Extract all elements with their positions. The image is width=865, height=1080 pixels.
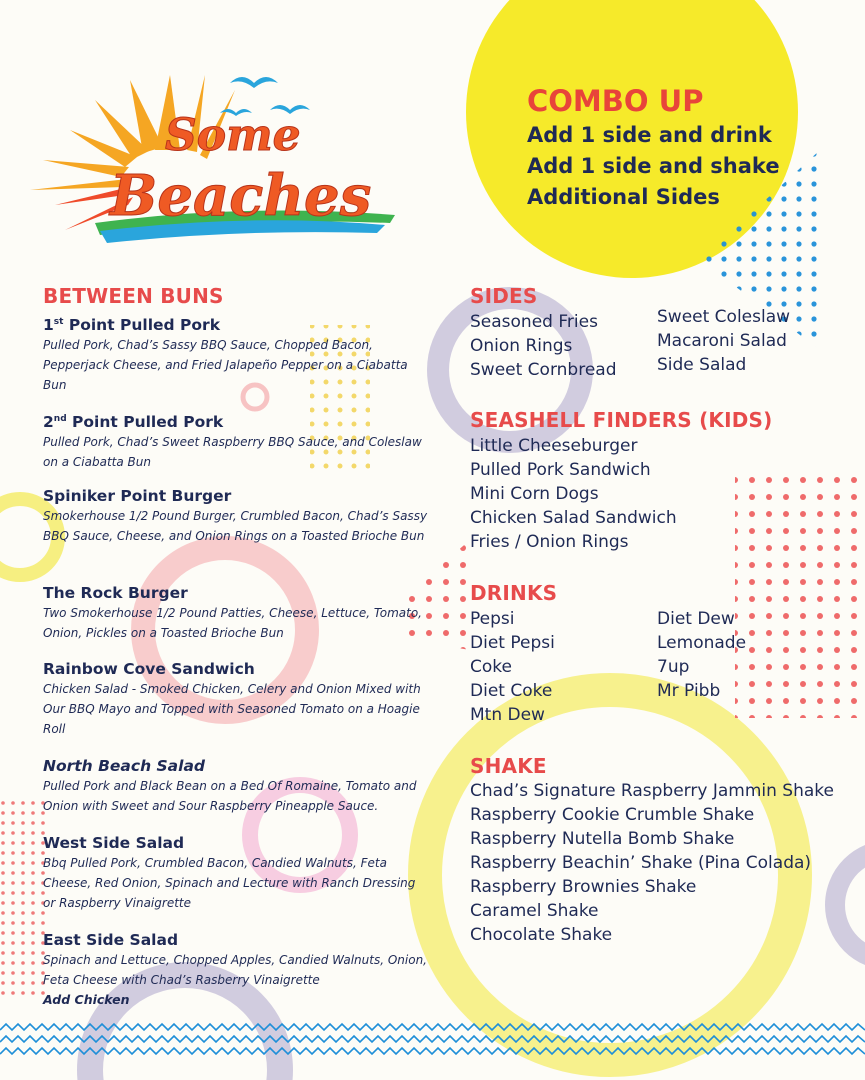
list-item: Chad’s Signature Raspberry Jammin Shake: [470, 781, 834, 801]
list-item: Onion Rings: [470, 336, 573, 356]
menu-item: [43, 584, 428, 643]
list-item: Lemonade: [657, 633, 747, 653]
item-description: Two Smokerhouse 1/2 Pound Patties, Cheese, Lettuce, Tomato, Onion, Pickles on a Toasted Brioche Bun: [43, 606, 422, 640]
shake-title: SHAKE: [470, 754, 547, 778]
item-name: The Rock Burger: [43, 584, 188, 602]
menu-item: [43, 931, 428, 1010]
item-name: Rainbow Cove Sandwich: [43, 660, 255, 678]
item-name: Spiniker Point Burger: [43, 487, 232, 505]
list-item: Pepsi: [470, 609, 515, 629]
between-buns-title: BETWEEN BUNS: [43, 284, 224, 308]
item-description: Bbq Pulled Pork, Crumbled Bacon, Candied Walnuts, Feta Cheese, Red Onion, Spinach and Lecture with Ranch Dressing or Raspberry Vinaigrette: [43, 856, 416, 910]
list-item: Raspberry Cookie Crumble Shake: [470, 805, 755, 825]
combo-line: Additional Sides: [527, 185, 720, 209]
list-item: Fries / Onion Rings: [470, 532, 629, 552]
logo-word-beaches: Beaches: [110, 163, 372, 229]
list-item: Seasoned Fries: [470, 312, 598, 332]
list-item: Side Salad: [657, 355, 747, 375]
item-name: West Side Salad: [43, 834, 185, 852]
sides-title: SIDES: [470, 284, 538, 308]
combo-list: [527, 120, 780, 213]
list-item: Sweet Cornbread: [470, 360, 617, 380]
list-item: Coke: [470, 657, 512, 677]
item-name: 1st Point Pulled Pork: [43, 316, 221, 335]
sides-list-1: [470, 310, 617, 382]
item-description: Chicken Salad - Smoked Chicken, Celery and Onion Mixed with Our BBQ Mayo and Topped with Seasoned Tomato on a Hoagie Roll: [43, 682, 421, 736]
list-item: Diet Coke: [470, 681, 553, 701]
menu-item: [43, 834, 428, 913]
menu-item: [43, 757, 428, 816]
list-item: Caramel Shake: [470, 901, 599, 921]
list-item: Diet Dew: [657, 609, 735, 629]
drinks-list-2: [657, 607, 746, 703]
sides-list-2: [657, 305, 790, 377]
list-item: Mtn Dew: [470, 705, 545, 725]
list-item: Pulled Pork Sandwich: [470, 460, 651, 480]
logo-word-some: Some: [165, 110, 301, 161]
item-description: Pulled Pork, Chad’s Sweet Raspberry BBQ Sauce, and Coleslaw on a Ciabatta Bun: [43, 435, 422, 470]
list-item: Macaroni Salad: [657, 331, 787, 351]
list-item: Chocolate Shake: [470, 925, 613, 945]
list-item: Raspberry Beachin’ Shake (Pina Colada): [470, 853, 812, 873]
kids-title: SEASHELL FINDERS (KIDS): [470, 408, 773, 432]
list-item: Sweet Coleslaw: [657, 307, 791, 327]
drinks-title: DRINKS: [470, 581, 558, 605]
list-item: Little Cheeseburger: [470, 436, 638, 456]
combo-title: COMBO UP: [527, 84, 704, 118]
item-description: Spinach and Lettuce, Chopped Apples, Candied Walnuts, Onion, Feta Cheese with Chad’s Rasberry Vinaigrette: [43, 953, 427, 987]
item-name: East Side Salad: [43, 931, 179, 949]
list-item: Chicken Salad Sandwich: [470, 508, 677, 528]
list-item: Raspberry Brownies Shake: [470, 877, 697, 897]
shake-list: [470, 779, 834, 947]
drinks-list-1: [470, 607, 555, 727]
combo-line: Add 1 side and shake: [527, 154, 780, 178]
item-description: Pulled Pork and Black Bean on a Bed Of Romaine, Tomato and Onion with Sweet and Sour Raspberry Pineapple Sauce.: [43, 779, 417, 813]
list-item: Diet Pepsi: [470, 633, 555, 653]
item-description: Pulled Pork, Chad’s Sassy BBQ Sauce, Chopped Bacon, Pepperjack Cheese, and Fried Jalapeño Pepper on a Ciabatta Bun: [43, 338, 408, 393]
list-item: Raspberry Nutella Bomb Shake: [470, 829, 735, 849]
menu-item: [43, 487, 428, 546]
menu-item: [43, 313, 428, 395]
item-description: Smokerhouse 1/2 Pound Burger, Crumbled Bacon, Chad’s Sassy BBQ Sauce, Cheese, and Onion Rings on a Toasted Brioche Bun: [43, 509, 428, 543]
add-chicken-note: Add Chicken: [43, 992, 130, 1007]
item-name: 2nd Point Pulled Pork: [43, 413, 224, 432]
menu-item: [43, 410, 428, 472]
list-item: Mr Pibb: [657, 681, 721, 701]
item-name: North Beach Salad: [43, 757, 206, 775]
list-item: 7up: [657, 657, 690, 677]
menu-item: [43, 660, 428, 739]
list-item: Mini Corn Dogs: [470, 484, 599, 504]
kids-list: [470, 434, 677, 554]
combo-line: Add 1 side and drink: [527, 123, 772, 147]
